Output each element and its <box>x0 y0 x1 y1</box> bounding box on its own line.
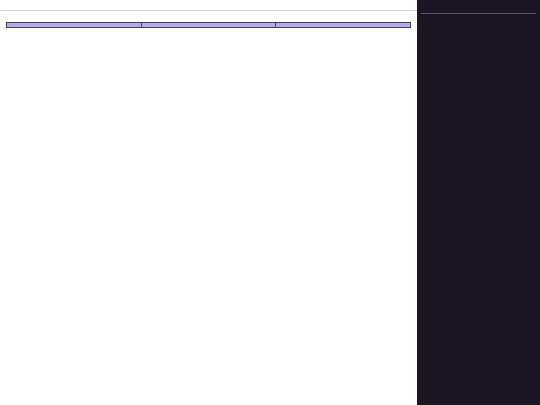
page-title <box>0 0 417 11</box>
table-header-row <box>7 23 411 28</box>
intro-text <box>0 11 417 16</box>
column-header-creator <box>7 23 142 28</box>
sidebar <box>417 0 540 405</box>
sidebar-top-links <box>417 14 540 18</box>
column-header-notes <box>276 23 411 28</box>
column-header-download <box>141 23 276 28</box>
site-title <box>421 0 536 14</box>
reclist-table <box>6 22 411 28</box>
